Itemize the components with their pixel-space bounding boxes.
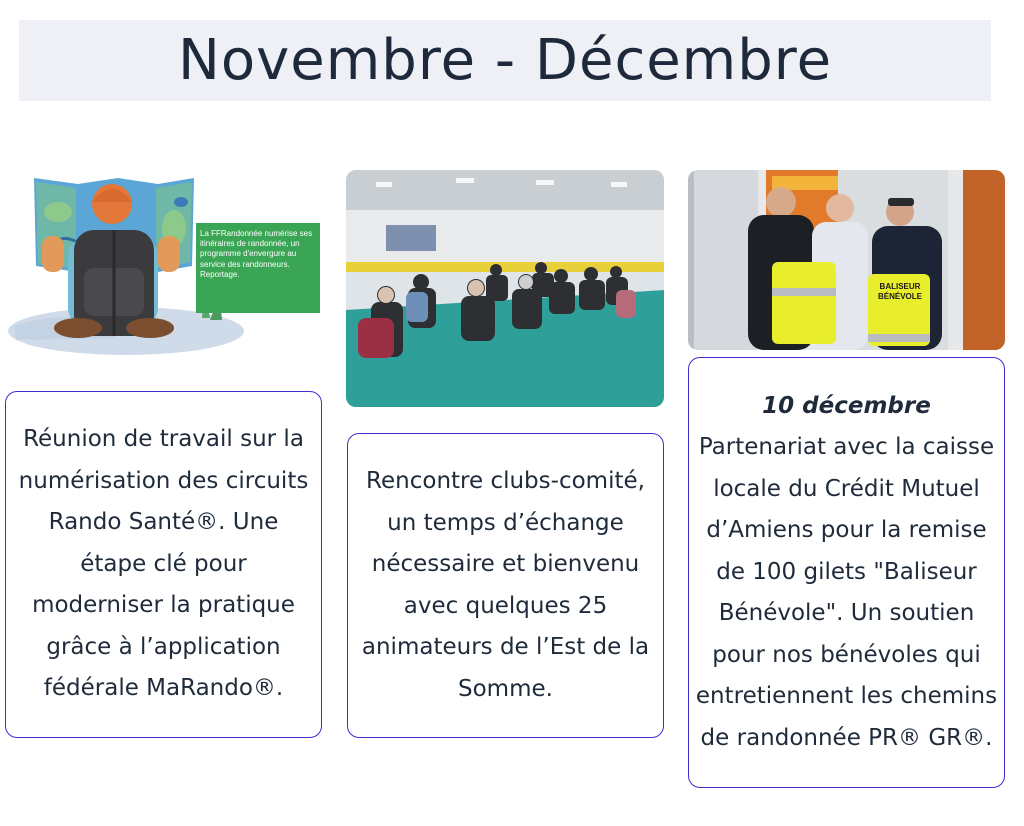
vest-handover-photo xyxy=(688,170,1005,350)
page-title: Novembre - Décembre xyxy=(177,28,833,93)
vest-label-line-2: BÉNÉVOLE xyxy=(877,292,922,301)
illustration-caption: La FFRandonnée numérise ses itinéraires de randonnée, un programme d'envergure au service des randonneurs. Reportage. xyxy=(200,229,313,279)
card-text: Réunion de travail sur la numérisation des circuits Rando Santé®. Une étape clé pour moderniser la pratique grâce à l’application fédérale MaRando®. xyxy=(18,426,309,702)
card-rencontre-clubs xyxy=(347,433,664,738)
vest-label-line-1: BALISEUR xyxy=(879,282,921,291)
meeting-room-photo xyxy=(346,170,664,407)
card-text: Partenariat avec la caisse locale du Crédit Mutuel d’Amiens pour la remise de 100 gilets "Baliseur Bénévole". Un soutien pour nos bénévoles qui entretiennent les chemins de randonnée PR® GR®. xyxy=(695,434,998,751)
hiker-map-illustration xyxy=(6,168,328,368)
card-credit-mutuel xyxy=(688,357,1005,788)
card-date: 10 décembre xyxy=(762,392,931,419)
header-banner xyxy=(19,20,991,101)
card-text: Rencontre clubs-comité, un temps d’échange nécessaire et bienvenu avec quelques 25 animateurs de l’Est de la Somme. xyxy=(361,468,650,702)
card-rando-sante xyxy=(5,391,322,738)
